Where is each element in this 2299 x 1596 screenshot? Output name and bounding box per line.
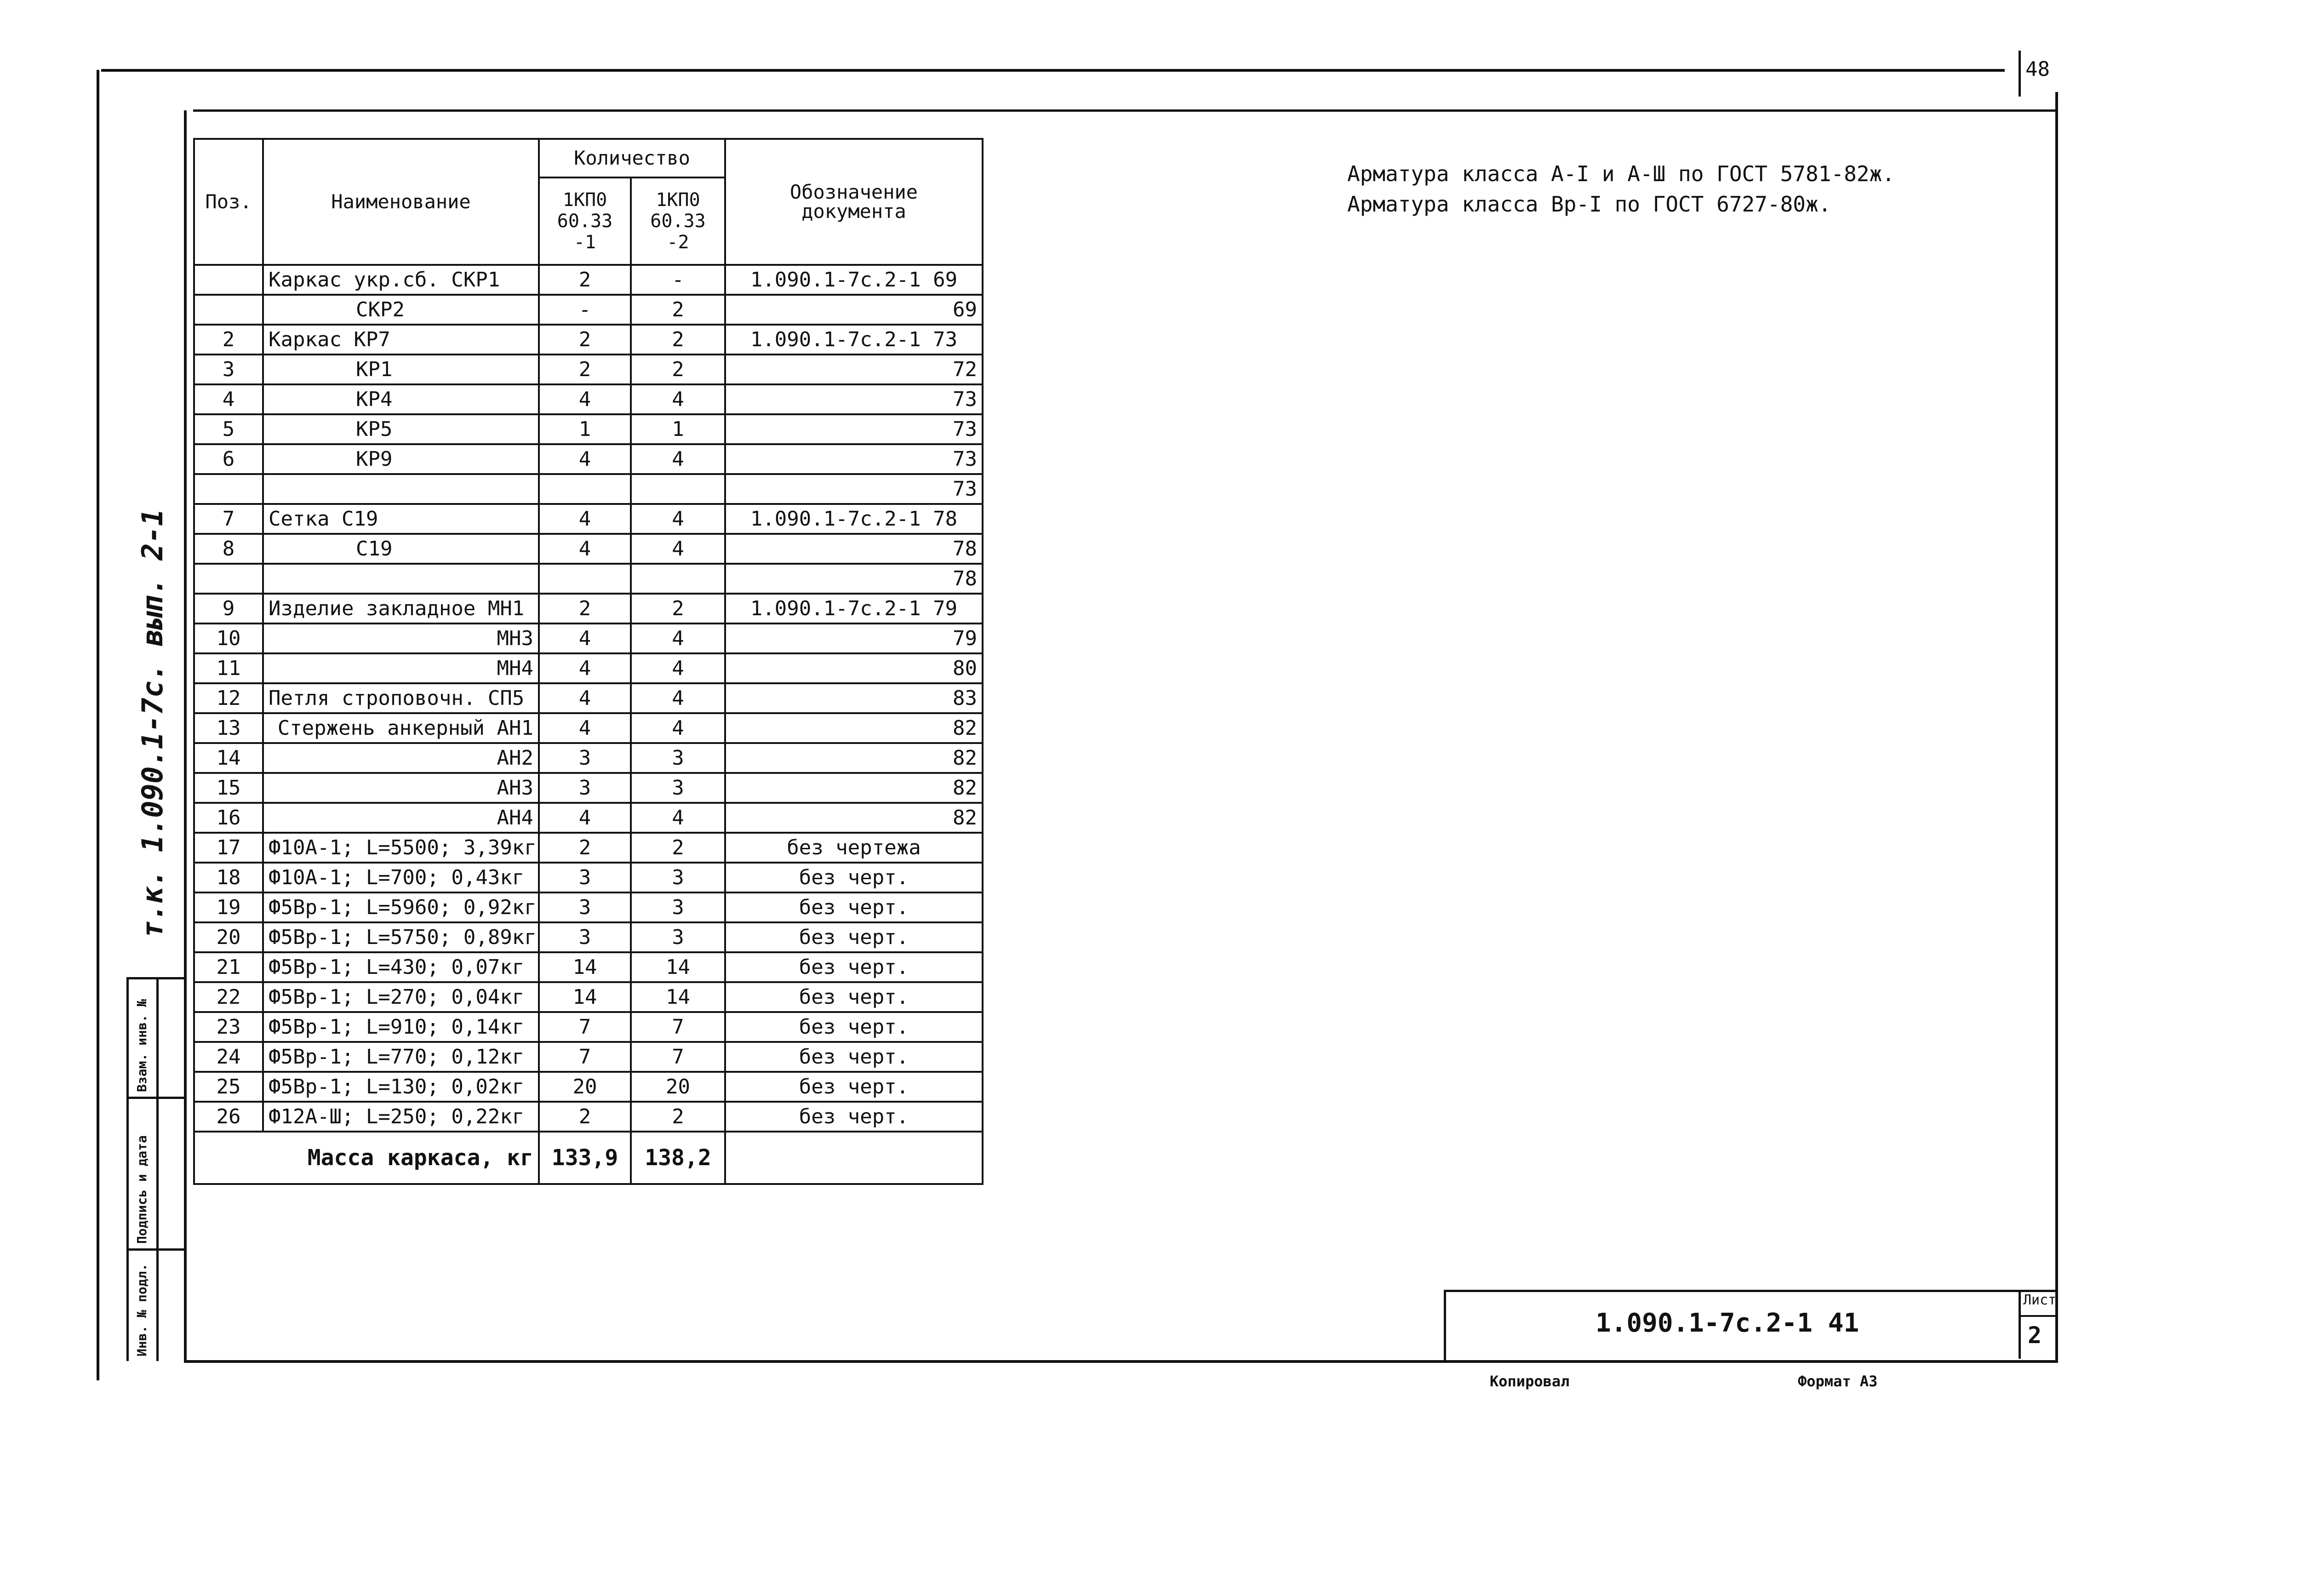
side-stamp-label: Инв. № подл. [134, 1263, 149, 1356]
cell-pos: 11 [194, 653, 263, 683]
cell-pos: 16 [194, 803, 263, 833]
cell-q2: 2 [631, 325, 725, 355]
cell-pos [194, 295, 263, 325]
cell-doc: 78 [725, 564, 983, 594]
total-q1: 133,9 [539, 1132, 631, 1184]
table-row [194, 295, 983, 325]
cell-name: Каркас укр.сб. СКР1 [263, 265, 539, 295]
left-inner-border [184, 110, 187, 1361]
cell-q1: 2 [539, 355, 631, 384]
table-row [194, 1102, 983, 1132]
cell-doc: 82 [725, 773, 983, 803]
cell-doc: 83 [725, 683, 983, 713]
cell-doc: 1.090.1-7с.2-1 73 [725, 325, 983, 355]
cell-q2: 14 [631, 952, 725, 982]
sheet-number: 48 [2025, 57, 2050, 81]
cell-pos: 10 [194, 624, 263, 653]
cell-q1 [539, 474, 631, 504]
cell-name: АН3 [263, 773, 539, 803]
cell-doc: 1.090.1-7с.2-1 69 [725, 265, 983, 295]
cell-q2: 4 [631, 803, 725, 833]
cell-doc: 79 [725, 624, 983, 653]
table-row [194, 773, 983, 803]
cell-pos: 13 [194, 713, 263, 743]
cell-q1: 1 [539, 414, 631, 444]
title-block-divider [2019, 1290, 2021, 1359]
cell-doc: 72 [725, 355, 983, 384]
cell-q1: 20 [539, 1072, 631, 1102]
cell-q1: 14 [539, 952, 631, 982]
cell-doc: 1.090.1-7с.2-1 79 [725, 594, 983, 624]
cell-pos: 19 [194, 892, 263, 922]
cell-pos [194, 564, 263, 594]
cell-q1: 4 [539, 384, 631, 414]
side-stamp-hline3 [126, 1248, 186, 1251]
cell-q1: 2 [539, 1102, 631, 1132]
cell-doc: 82 [725, 743, 983, 773]
cell-q1: 4 [539, 683, 631, 713]
table-row [194, 564, 983, 594]
table-row [194, 355, 983, 384]
cell-name: Стержень анкерный АН1 [263, 713, 539, 743]
table-row [194, 504, 983, 534]
cell-name: Ф10А-1; L=700; 0,43кг [263, 863, 539, 892]
sheet-label: Лист [2023, 1292, 2057, 1308]
table-row [194, 265, 983, 295]
cell-q2: 2 [631, 295, 725, 325]
cell-q2: 7 [631, 1042, 725, 1072]
cell-pos: 15 [194, 773, 263, 803]
table-row [194, 624, 983, 653]
cell-doc: 73 [725, 474, 983, 504]
header-q2: 1КП0 60.33 -2 [631, 177, 725, 265]
cell-name: КР4 [263, 384, 539, 414]
table-row [194, 534, 983, 564]
table-row [194, 1072, 983, 1102]
cell-name: Ф5Вр-1; L=770; 0,12кг [263, 1042, 539, 1072]
table-row [194, 833, 983, 863]
table-row [194, 414, 983, 444]
side-stamp-vline2 [156, 977, 159, 1361]
table-row [194, 1012, 983, 1042]
cell-name: Ф5Вр-1; L=5750; 0,89кг [263, 922, 539, 952]
left-outer-border [97, 70, 99, 1380]
cell-doc: без черт. [725, 1042, 983, 1072]
header-q1: 1КП0 60.33 -1 [539, 177, 631, 265]
cell-doc: без черт. [725, 922, 983, 952]
cell-q1: 7 [539, 1042, 631, 1072]
cell-pos: 17 [194, 833, 263, 863]
table-row [194, 683, 983, 713]
cell-name: Каркас КР7 [263, 325, 539, 355]
cell-name: АН4 [263, 803, 539, 833]
cell-q1: 2 [539, 325, 631, 355]
total-label: Масса каркаса, кг [194, 1132, 539, 1184]
cell-doc: без черт. [725, 952, 983, 982]
header-name: Наименование [263, 139, 539, 265]
cell-doc: 73 [725, 414, 983, 444]
cell-q2: 3 [631, 743, 725, 773]
cell-q2: 2 [631, 355, 725, 384]
cell-q2 [631, 564, 725, 594]
table-row [194, 982, 983, 1012]
table-row [194, 892, 983, 922]
cell-pos: 21 [194, 952, 263, 982]
sheet-cell-line [2019, 1315, 2055, 1317]
cell-q1: 4 [539, 803, 631, 833]
cell-doc: без черт. [725, 982, 983, 1012]
side-stamp-label: Подпись и дата [134, 1135, 149, 1244]
cell-name: Ф5Вр-1; L=270; 0,04кг [263, 982, 539, 1012]
cell-pos [194, 474, 263, 504]
cell-doc: без черт. [725, 892, 983, 922]
cell-name: МН4 [263, 653, 539, 683]
cell-doc: без чертежа [725, 833, 983, 863]
cell-q1: 3 [539, 922, 631, 952]
cell-q1: 4 [539, 504, 631, 534]
cell-pos: 7 [194, 504, 263, 534]
cell-q2: 14 [631, 982, 725, 1012]
sheet-number-tab [2019, 51, 2021, 97]
cell-q2: - [631, 265, 725, 295]
cell-pos: 25 [194, 1072, 263, 1102]
cell-name: МН3 [263, 624, 539, 653]
cell-doc: 82 [725, 803, 983, 833]
cell-q1: 3 [539, 892, 631, 922]
table-row [194, 594, 983, 624]
cell-q1: 3 [539, 863, 631, 892]
cell-doc: без черт. [725, 1012, 983, 1042]
cell-pos: 20 [194, 922, 263, 952]
cell-q2: 4 [631, 384, 725, 414]
cell-q1: 4 [539, 624, 631, 653]
cell-q2: 2 [631, 833, 725, 863]
cell-q1: - [539, 295, 631, 325]
right-border [2055, 92, 2058, 1361]
cell-q1: 2 [539, 833, 631, 863]
cell-name: Ф12А-Ш; L=250; 0,22кг [263, 1102, 539, 1132]
cell-pos: 26 [194, 1102, 263, 1132]
side-stamp-label: Взам. инв. № [134, 999, 149, 1092]
cell-q1: 14 [539, 982, 631, 1012]
top-border [101, 69, 2005, 72]
cell-pos: 2 [194, 325, 263, 355]
cell-q1: 2 [539, 265, 631, 295]
cell-q2: 3 [631, 863, 725, 892]
cell-name: С19 [263, 534, 539, 564]
cell-q2: 4 [631, 713, 725, 743]
table-row [194, 952, 983, 982]
cell-doc: 69 [725, 295, 983, 325]
doc-code: 1.090.1-7с.2-1 41 [1596, 1308, 1859, 1338]
cell-q2: 7 [631, 1012, 725, 1042]
cell-q1 [539, 564, 631, 594]
table-row [194, 863, 983, 892]
cell-pos: 24 [194, 1042, 263, 1072]
cell-doc: 78 [725, 534, 983, 564]
side-stamp-hline1 [126, 977, 186, 979]
cell-q2: 4 [631, 653, 725, 683]
cell-pos [194, 265, 263, 295]
cell-doc: 1.090.1-7с.2-1 78 [725, 504, 983, 534]
header-pos: Поз. [194, 139, 263, 265]
cell-q1: 2 [539, 594, 631, 624]
cell-pos: 8 [194, 534, 263, 564]
cell-name: Ф5Вр-1; L=5960; 0,92кг [263, 892, 539, 922]
total-doc [725, 1132, 983, 1184]
table-row [194, 1042, 983, 1072]
cell-name: Ф5Вр-1; L=910; 0,14кг [263, 1012, 539, 1042]
total-row [194, 1132, 983, 1184]
cell-pos: 22 [194, 982, 263, 1012]
cell-name: КР1 [263, 355, 539, 384]
side-stamp-hline2 [126, 1097, 186, 1099]
header-doc: Обозначение документа [725, 139, 983, 265]
cell-q1: 7 [539, 1012, 631, 1042]
notes-block [1347, 159, 1895, 219]
cell-name: КР9 [263, 444, 539, 474]
cell-doc: без черт. [725, 1102, 983, 1132]
cell-name: Сетка С19 [263, 504, 539, 534]
table-row [194, 325, 983, 355]
table-row [194, 653, 983, 683]
cell-pos: 18 [194, 863, 263, 892]
cell-pos: 14 [194, 743, 263, 773]
cell-name [263, 564, 539, 594]
table-row [194, 803, 983, 833]
cell-name: СКР2 [263, 295, 539, 325]
cell-q2 [631, 474, 725, 504]
table-row [194, 444, 983, 474]
cell-doc: 82 [725, 713, 983, 743]
cell-q1: 4 [539, 534, 631, 564]
specification-table [193, 138, 984, 1185]
table-row [194, 713, 983, 743]
cell-q2: 4 [631, 624, 725, 653]
cell-name [263, 474, 539, 504]
cell-q2: 3 [631, 922, 725, 952]
table-row [194, 922, 983, 952]
cell-pos: 5 [194, 414, 263, 444]
cell-pos: 4 [194, 384, 263, 414]
total-q2: 138,2 [631, 1132, 725, 1184]
footer-copied: Копировал [1490, 1373, 1570, 1390]
cell-name: Ф10А-1; L=5500; 3,39кг [263, 833, 539, 863]
cell-q1: 4 [539, 653, 631, 683]
cell-q2: 3 [631, 773, 725, 803]
sheet-no: 2 [2028, 1322, 2042, 1349]
table-row [194, 384, 983, 414]
cell-q2: 4 [631, 504, 725, 534]
cell-q2: 3 [631, 892, 725, 922]
cell-q2: 4 [631, 683, 725, 713]
cell-pos: 12 [194, 683, 263, 713]
cell-name: Ф5Вр-1; L=430; 0,07кг [263, 952, 539, 982]
cell-pos: 6 [194, 444, 263, 474]
top-border-inner [193, 109, 2055, 112]
cell-q2: 2 [631, 594, 725, 624]
cell-doc: 80 [725, 653, 983, 683]
side-label: т.к. 1.090.1-7с. вып. 2-1 [136, 509, 169, 938]
cell-q2: 4 [631, 444, 725, 474]
footer-format: Формат А3 [1798, 1373, 1878, 1390]
cell-doc: 73 [725, 444, 983, 474]
cell-q2: 20 [631, 1072, 725, 1102]
side-stamp-vline1 [126, 977, 129, 1361]
cell-name: Ф5Вр-1; L=130; 0,02кг [263, 1072, 539, 1102]
header-qty: Количество [539, 139, 725, 177]
cell-q1: 4 [539, 444, 631, 474]
cell-q2: 4 [631, 534, 725, 564]
table-row [194, 743, 983, 773]
cell-q1: 3 [539, 773, 631, 803]
cell-pos: 3 [194, 355, 263, 384]
cell-name: Изделие закладное МН1 [263, 594, 539, 624]
cell-q1: 4 [539, 713, 631, 743]
cell-q1: 3 [539, 743, 631, 773]
cell-name: Петля строповочн. СП5 [263, 683, 539, 713]
cell-q2: 2 [631, 1102, 725, 1132]
cell-q2: 1 [631, 414, 725, 444]
cell-doc: без черт. [725, 863, 983, 892]
cell-pos: 9 [194, 594, 263, 624]
cell-doc: 73 [725, 384, 983, 414]
table-row [194, 474, 983, 504]
cell-pos: 23 [194, 1012, 263, 1042]
cell-doc: без черт. [725, 1072, 983, 1102]
cell-name: КР5 [263, 414, 539, 444]
note-line: Арматура класса Вр-I по ГОСТ 6727-80ж. [1347, 192, 1831, 217]
cell-name: АН2 [263, 743, 539, 773]
note-line: Арматура класса А-I и А-Ш по ГОСТ 5781-82ж. [1347, 161, 1895, 186]
